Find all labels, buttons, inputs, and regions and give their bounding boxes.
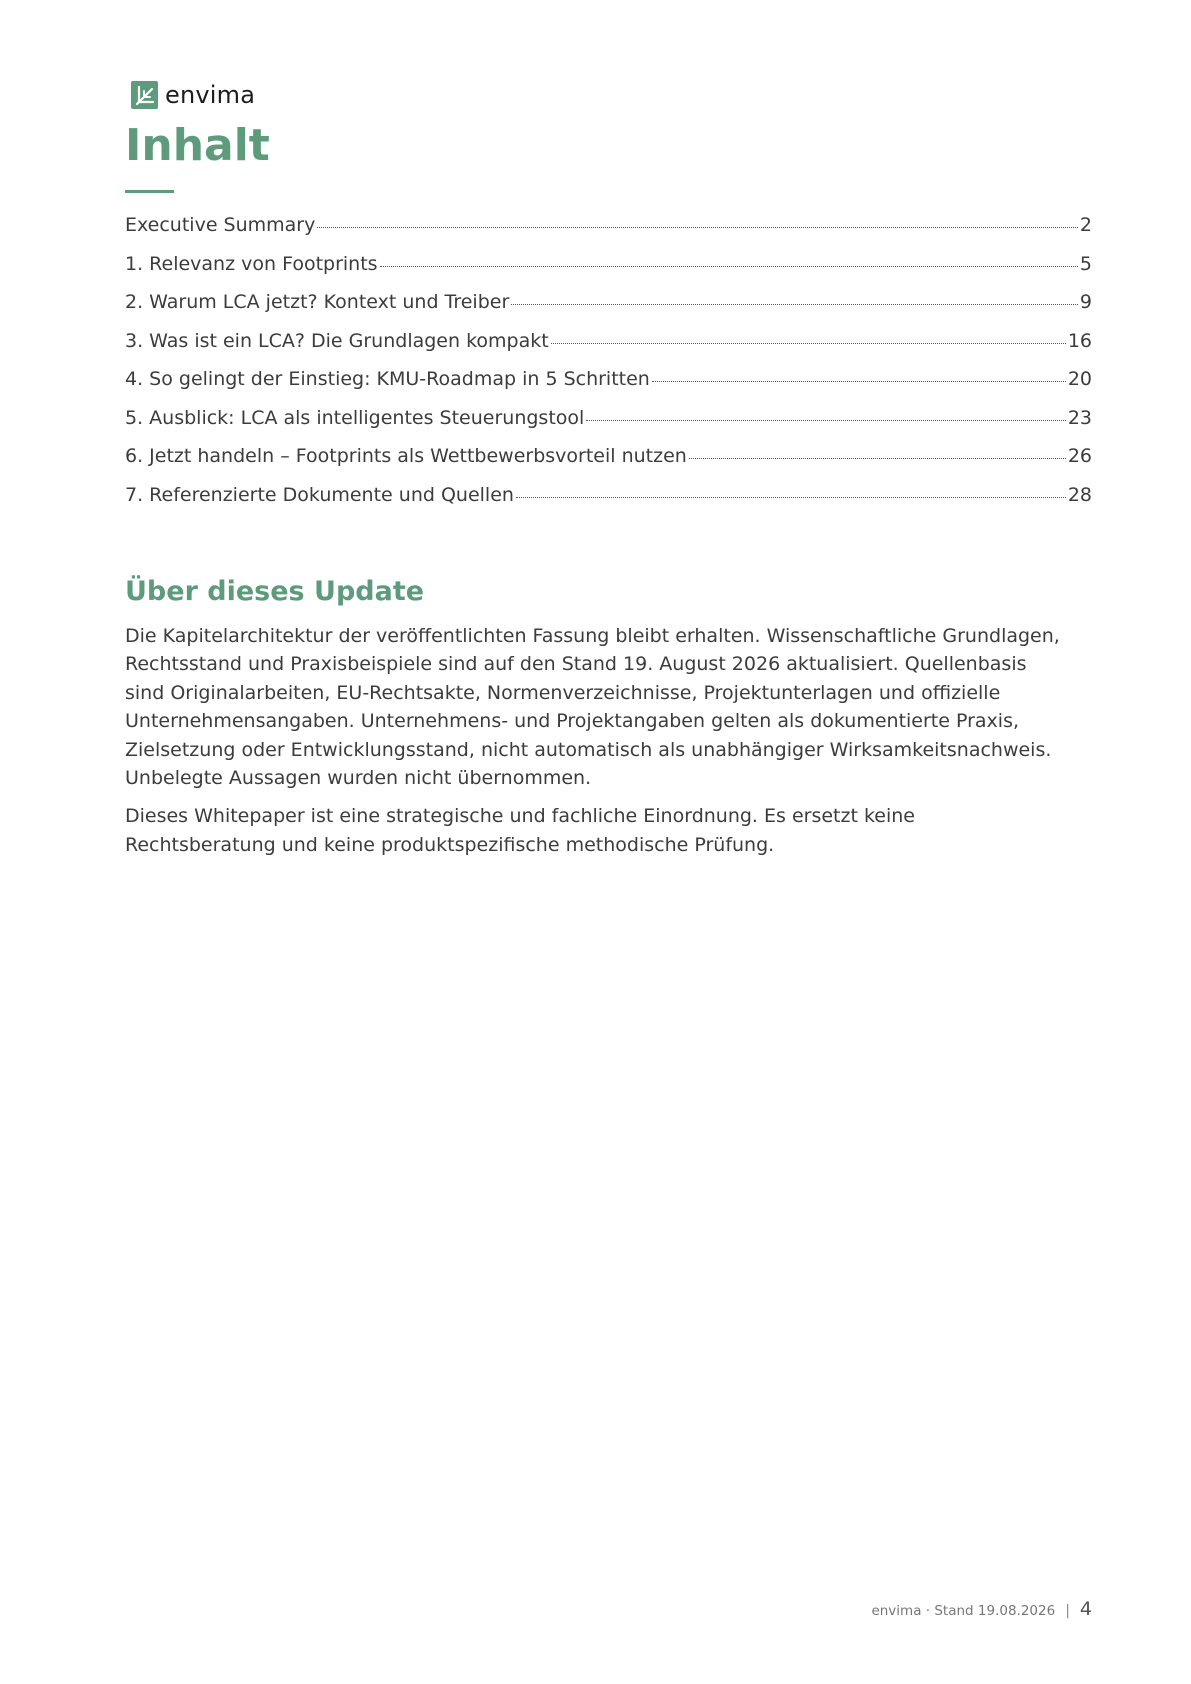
toc-entry[interactable] bbox=[125, 291, 1092, 330]
toc-entry[interactable] bbox=[125, 214, 1092, 253]
toc-entry[interactable] bbox=[125, 445, 1092, 484]
update-paragraph: Die Kapitelarchitektur der veröffentlichten Fassung bleibt erhalten. Wissenschaftliche Grundlagen, Rechtsstand und Praxisbeispiele sind auf den Stand 19. August 2026 aktualisiert. Quellenbasis sind Originalarbeiten, EU-Rechtsakte, Normenverzeichnisse, Projektunterlagen und offizielle Unternehmensangaben. Unternehmens- und Projektangaben gelten als dokumentierte Praxis, Zielsetzung oder Entwicklungsstand, nicht automatisch als unabhängiger Wirksamkeitsnachweis. Unbelegte Aussagen wurden nicht übernommen. bbox=[125, 625, 1060, 790]
toc-leader-dots bbox=[652, 381, 1066, 382]
update-paragraph: Dieses Whitepaper ist eine strategische und fachliche Einordnung. Es ersetzt keine Rechtsberatung und keine produktspezifische methodische Prüfung. bbox=[125, 805, 915, 856]
toc-leader-dots bbox=[511, 304, 1078, 305]
toc-entry-page: 23 bbox=[1067, 406, 1092, 429]
toc-entry-label: 6. Jetzt handeln – Footprints als Wettbewerbsvorteil nutzen bbox=[125, 445, 687, 467]
brand-name: envima bbox=[165, 81, 256, 109]
toc-entry-page: 16 bbox=[1067, 329, 1092, 352]
leaf-icon bbox=[131, 81, 158, 109]
title-underline bbox=[125, 190, 174, 193]
toc-leader-dots bbox=[689, 458, 1066, 459]
toc-leader-dots bbox=[317, 227, 1078, 228]
toc-entry[interactable] bbox=[125, 330, 1092, 369]
toc-entry-page: 5 bbox=[1079, 252, 1092, 275]
toc-entry-page: 26 bbox=[1067, 445, 1092, 467]
toc-entry-page: 2 bbox=[1079, 214, 1092, 236]
table-of-contents bbox=[125, 214, 1092, 522]
toc-entry-label: 3. Was ist ein LCA? Die Grundlagen kompakt bbox=[125, 329, 549, 352]
toc-entry[interactable] bbox=[125, 484, 1092, 523]
toc-entry-page: 28 bbox=[1067, 483, 1092, 506]
toc-leader-dots bbox=[551, 343, 1066, 344]
toc-entry-label: 2. Warum LCA jetzt? Kontext und Treiber bbox=[125, 291, 510, 313]
update-section-body bbox=[125, 622, 1070, 869]
toc-entry-label: 7. Referenzierte Dokumente und Quellen bbox=[125, 483, 514, 506]
toc-entry-page: 9 bbox=[1079, 291, 1092, 313]
toc-entry[interactable] bbox=[125, 368, 1092, 407]
toc-entry-label: 4. So gelingt der Einstieg: KMU-Roadmap in 5 Schritten bbox=[125, 368, 650, 390]
footer-text: envima · Stand 19.08.2026 bbox=[871, 1603, 1056, 1619]
brand-logo bbox=[131, 80, 255, 110]
footer-separator: | bbox=[1065, 1603, 1070, 1619]
toc-leader-dots bbox=[586, 420, 1066, 421]
page-footer bbox=[871, 1598, 1092, 1620]
update-section-heading: Über dieses Update bbox=[125, 576, 425, 607]
toc-entry-label: Executive Summary bbox=[125, 214, 316, 236]
toc-entry-label: 5. Ausblick: LCA als intelligentes Steuerungstool bbox=[125, 406, 585, 429]
toc-entry-label: 1. Relevanz von Footprints bbox=[125, 252, 378, 275]
toc-leader-dots bbox=[380, 266, 1078, 267]
toc-entry[interactable] bbox=[125, 253, 1092, 292]
page-number: 4 bbox=[1079, 1598, 1092, 1620]
toc-leader-dots bbox=[516, 497, 1066, 498]
toc-entry[interactable] bbox=[125, 407, 1092, 446]
page-title: Inhalt bbox=[125, 120, 270, 171]
toc-entry-page: 20 bbox=[1067, 368, 1092, 390]
